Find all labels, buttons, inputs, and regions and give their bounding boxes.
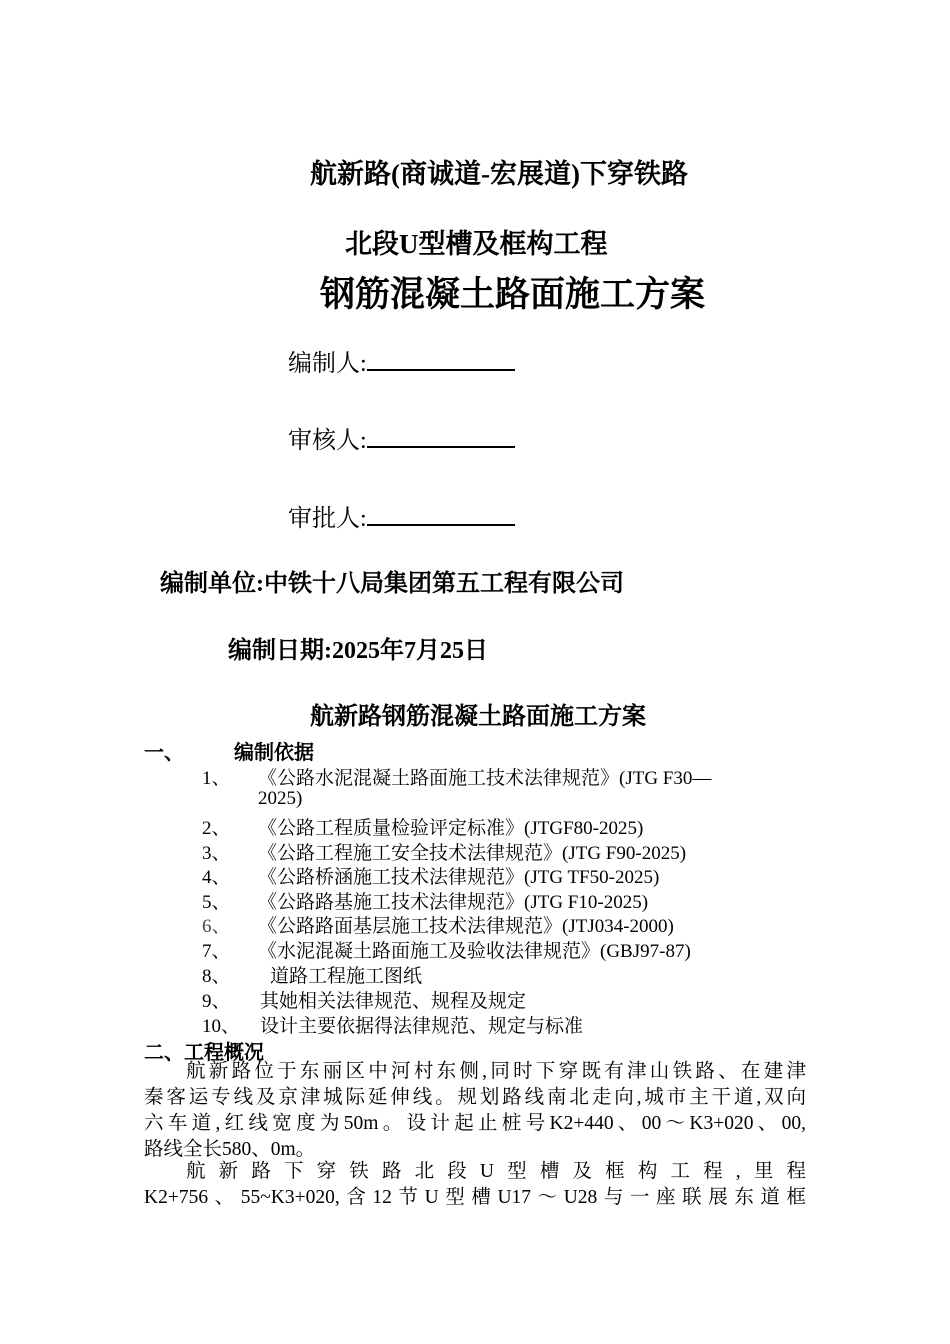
overview-paragraph-2 xyxy=(144,1159,806,1211)
section1-number: 一、 xyxy=(144,742,184,764)
item-text-continued: 2025) xyxy=(258,788,303,809)
item-text: 《公路水泥混凝土路面施工技术法律规范》(JTG F30— xyxy=(258,768,712,789)
compiler-signature xyxy=(288,343,515,378)
organization: 编制单位:中铁十八局集团第五工程有限公司 xyxy=(160,571,624,597)
reviewer-signature xyxy=(288,420,515,455)
item-text: 《公路路面基层施工技术法律规范》(JTJ034-2000) xyxy=(258,916,674,937)
section1-title: 编制依据 xyxy=(234,742,314,764)
item-number: 8、 xyxy=(202,966,231,987)
reviewer-blank xyxy=(367,424,515,448)
item-number: 9、 xyxy=(202,991,231,1012)
section2-title: 二、工程概况 xyxy=(144,1042,264,1064)
item-number: 1、 xyxy=(202,768,231,789)
cover-main-title: 钢筋混凝土路面施工方案 xyxy=(320,275,706,314)
item-text: 《公路工程质量检验评定标准》(JTGF80-2025) xyxy=(258,818,644,839)
cover-title-line1: 航新路(商诚道-宏展道)下穿铁路 xyxy=(310,159,688,189)
compiler-blank xyxy=(367,347,515,371)
approver-blank xyxy=(367,502,515,526)
paragraph-line: 航新路位于东丽区中河村东侧,同时下穿既有津山铁路、在建津 xyxy=(186,1061,806,1082)
item-number: 4、 xyxy=(202,867,231,888)
paragraph-line: 六车道,红线宽度为50m。设计起止桩号K2+440、00～K3+020、00, xyxy=(144,1113,806,1134)
paragraph-line: 路线全长580、0m。 xyxy=(144,1139,316,1160)
paragraph-line: 航新路下穿铁路北段U型槽及框构工程,里程 xyxy=(186,1161,806,1182)
item-text: 《水泥混凝土路面施工及验收法律规范》(GBJ97-87) xyxy=(258,941,691,962)
paragraph-line: 秦客运专线及京津城际延伸线。规划路线南北走向,城市主干道,双向 xyxy=(144,1087,806,1108)
item-text: 道路工程施工图纸 xyxy=(270,966,423,987)
paragraph-line: K2+756、55~K3+020,含12节U型槽U17～U28与一座联展东道框 xyxy=(144,1187,806,1208)
item-text: 《公路路基施工技术法律规范》(JTG F10-2025) xyxy=(258,892,649,913)
overview-paragraph-1 xyxy=(144,1059,806,1163)
item-number: 2、 xyxy=(202,818,231,839)
item-number: 7、 xyxy=(202,941,231,962)
approver-signature xyxy=(288,498,515,533)
document-title: 航新路钢筋混凝土路面施工方案 xyxy=(310,704,646,730)
cover-title-line2: 北段U型槽及框构工程 xyxy=(345,229,608,259)
item-text: 其她相关法律规范、规程及规定 xyxy=(260,991,527,1012)
approver-label: 审批人: xyxy=(288,506,367,532)
compiler-label: 编制人: xyxy=(288,351,367,377)
reviewer-label: 审核人: xyxy=(288,428,367,454)
item-number: 10、 xyxy=(202,1016,241,1037)
compile-date: 编制日期:2025年7月25日 xyxy=(228,638,488,664)
item-number: 6、 xyxy=(202,916,231,937)
item-number: 3、 xyxy=(202,843,231,864)
item-text: 设计主要依据得法律规范、规定与标准 xyxy=(260,1016,584,1037)
item-text: 《公路工程施工安全技术法律规范》(JTG F90-2025) xyxy=(258,843,687,864)
item-text: 《公路桥涵施工技术法律规范》(JTG TF50-2025) xyxy=(258,867,660,888)
item-number: 5、 xyxy=(202,892,231,913)
